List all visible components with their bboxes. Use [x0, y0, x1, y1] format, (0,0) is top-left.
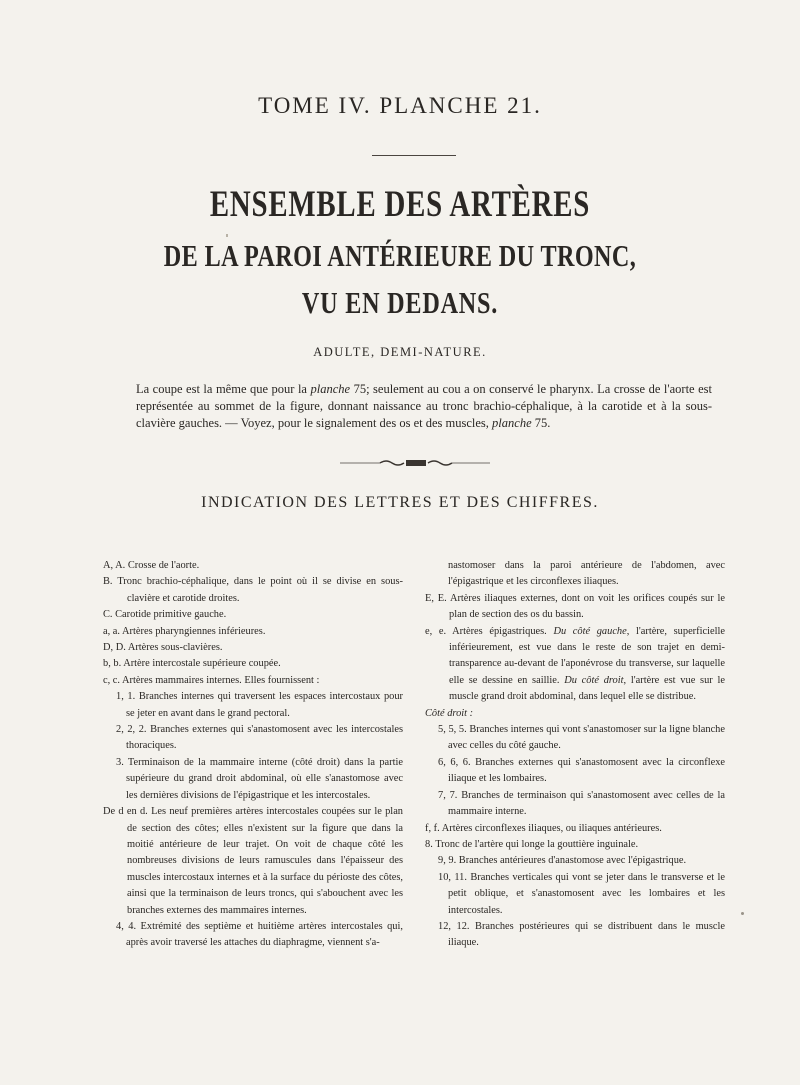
- legend-entry: D, D. Artères sous-clavières.: [103, 642, 223, 654]
- legend-entry: 7, 7. Branches de terminaison qui s'anastomosent avec celles de la mammaire interne.: [438, 789, 725, 818]
- legend-entry: 8. Tronc de l'artère qui longe la gouttière inguinale.: [425, 838, 639, 850]
- legend-entry-epigastric: [425, 624, 725, 706]
- legend-entry: De d en d. Les neuf premières artères intercostales coupées sur le plan de section des côtes; elles n'existent sur la figure que dans la moitié antérieure de leur trajet. On voit de chaque côté les nombreuses divisions de leurs ramuscules dans l'épaisseur des muscles intercostaux internes et à la surface du périoste des côtes, ainsi que la terminaison de leurs troncs, qui s'abouchent avec les branches externes des mammaires internes.: [103, 806, 403, 916]
- intro-planche-2: planche: [492, 416, 532, 430]
- intro-planche-1: planche: [310, 382, 351, 396]
- legend-entry: 12, 12. Branches postérieures qui se distribuent dans le muscle iliaque.: [438, 920, 725, 949]
- side-heading: Côté droit :: [425, 707, 474, 719]
- header-rule: [372, 155, 456, 156]
- legend-entry: a, a. Artères pharyngiennes inférieures.: [103, 625, 266, 637]
- entry-italic: Du côté gauche: [553, 625, 627, 637]
- legend-entry: 5, 5, 5. Branches internes qui vont s'anastomoser sur la ligne blanche avec celles du côté gauche.: [438, 724, 725, 752]
- legend-entry: 1, 1. Branches internes qui traversent les espaces intercostaux pour se jeter en avant dans le grand pectoral.: [116, 691, 403, 719]
- legend-entry: 10, 11. Branches verticales qui vont se jeter dans le transverse et le petit oblique, et s'anastomosent avec les lombaires et les intercostales.: [438, 871, 725, 916]
- intro-paragraph: [136, 381, 712, 432]
- legend-entry: A, A. Crosse de l'aorte.: [103, 560, 200, 571]
- title-line-1: ENSEMBLE DES ARTÈRES: [209, 184, 591, 225]
- legend-entry: 9, 9. Branches antérieures d'anastomose avec l'épigastrique.: [438, 855, 687, 867]
- intro-text-1: La coupe est la même que pour la: [136, 382, 311, 396]
- section-heading: INDICATION DES LETTRES ET DES CHIFFRES.: [201, 494, 599, 511]
- legend-entry: 3. Terminaison de la mammaire interne (côté droit) dans la partie supérieure du grand droit abdominal, où elle s'anastomose avec les dernières divisions de l'épigastrique et les intercostales.: [116, 756, 403, 801]
- intro-text-3: 75.: [531, 416, 551, 430]
- entry-italic: Du côté droit: [564, 674, 624, 686]
- title-line-3: VU EN DEDANS.: [301, 285, 499, 320]
- legend-entry: 4, 4. Extrémité des septième et huitième artères intercostales qui, après avoir traversé les attaches du diaphragme, viennent s'a-: [116, 920, 403, 949]
- ornament-divider: [340, 457, 490, 469]
- intro-text-2: 75; seulement au cou a on conservé le pharynx. La crosse de l'aorte est représentée au sommet de la figure, donnant naissance au tronc brachio-céphalique, à la carotide et à la sous-clavière gauches. — Voyez, pour le signalement des os et des muscles,: [136, 382, 712, 430]
- legend-entry: f, f. Artères circonflexes iliaques, ou iliaques antérieures.: [425, 822, 662, 834]
- ink-speck: [226, 234, 228, 237]
- legend-entry: b, b. Artère intercostale supérieure coupée.: [103, 658, 281, 670]
- legend-entry: C. Carotide primitive gauche.: [103, 609, 227, 621]
- entry-text: e, e. Artères épigastriques.: [425, 625, 554, 637]
- ink-dot: [741, 912, 744, 915]
- entry-text: , l'artère, superficielle inférieurement, est vue dans le reste de son trajet en demi-transparence au-devant de l'aponévrose du transverse, sur laquelle elle se dessine en saillie.: [449, 625, 725, 686]
- subtitle: ADULTE, DEMI-NATURE.: [313, 345, 487, 359]
- legend-entry: E, E. Artères iliaques externes, dont on voit les orifices coupés sur le plan de section des os du bassin.: [425, 592, 725, 621]
- legend-right-column: [425, 558, 725, 952]
- legend-entry: B. Tronc brachio-céphalique, dans le point où il se divise en sous-clavière et carotide droites.: [103, 576, 403, 604]
- legend-entry: c, c. Artères mammaires internes. Elles fournissent :: [103, 674, 320, 686]
- entry-text: , l'artère est vue sur le muscle grand droit abdominal, dans lequel elle se distribue.: [449, 674, 726, 703]
- plate-header: TOME IV. PLANCHE 21.: [258, 93, 542, 118]
- legend-continuation: nastomoser dans la paroi antérieure de l'abdomen, avec l'épigastrique et les circonflexes iliaques.: [448, 560, 725, 588]
- legend-left-column: [103, 558, 403, 952]
- legend-entry: 6, 6, 6. Branches externes qui s'anastomosent avec la circonflexe iliaque et les lombaires.: [438, 756, 725, 785]
- legend-entry: 2, 2, 2. Branches externes qui s'anastomosent avec les intercostales thoraciques.: [116, 724, 403, 752]
- title-line-2: DE LA PAROI ANTÉRIEURE DU TRONC,: [163, 238, 637, 273]
